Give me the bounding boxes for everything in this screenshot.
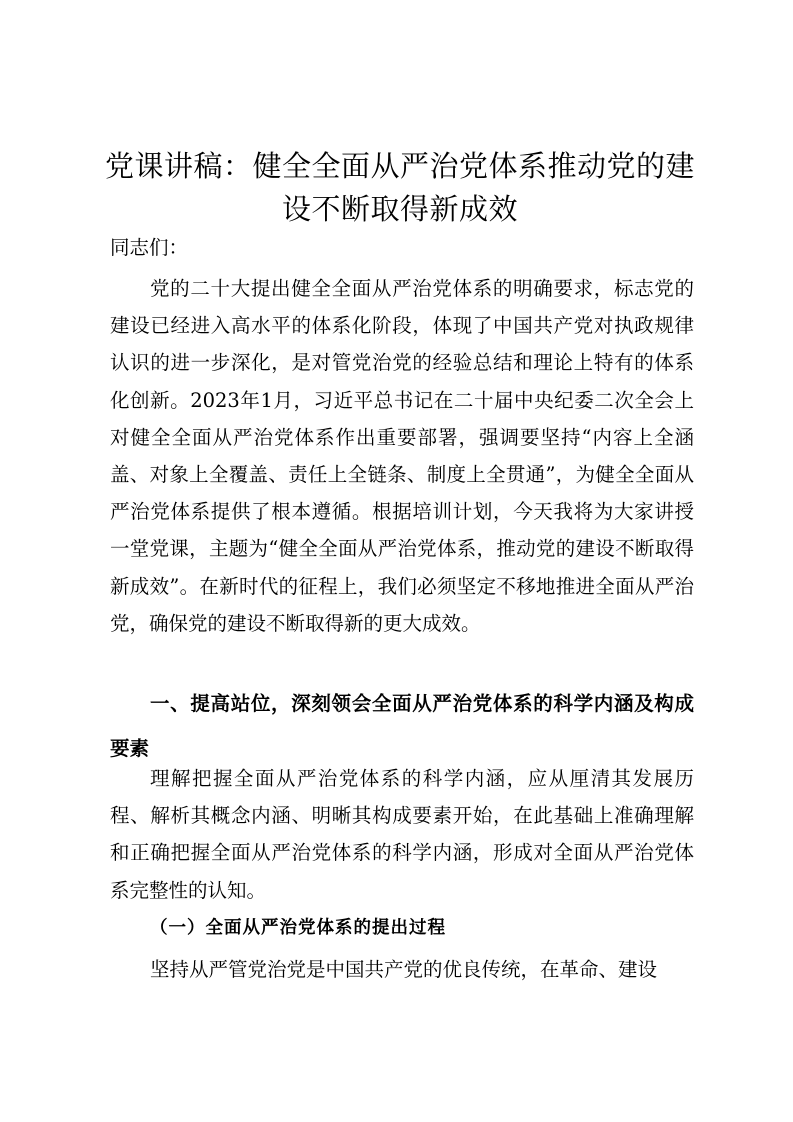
intro-paragraph: 党的二十大提出健全全面从严治党体系的明确要求，标志党的建设已经进入高水平的体系化阶段，体现了中国共产党对执政规律认识的进一步深化，是对管党治党的经验总结和理论上特有的体系化创新。2023年1月，习近平总书记在二十届中央纪委二次全会上对健全全面从严治党体系作出重要部署，强调要坚持“内容上全涵盖、对象上全覆盖、责任上全链条、制度上全贯通”，为健全全面从严治党体系提供了根本遵循。根据培训计划，今天我将为大家讲授一堂党课，主题为“健全全面从严治党体系，推动党的建设不断取得新成效”。在新时代的征程上，我们必须坚定不移地推进全面从严治党，确保党的建设不断取得新的更大成效。 (110, 277, 694, 635)
section-1-heading: 一、提高站位，深刻领会全面从严治党体系的科学内涵及构成要素 (110, 692, 694, 760)
subsection-1-heading: （一）全面从严治党体系的提出过程 (150, 918, 446, 938)
greeting: 同志们： (110, 236, 189, 259)
document-title: 党课讲稿：健全全面从严治党体系推动党的建设不断取得新成效 (104, 149, 695, 226)
section-1-paragraph: 理解把握全面从严治党体系的科学内涵，应从厘清其发展历程、解析其概念内涵、明晰其构成要素开始，在此基础上准确理解和正确把握全面从严治党体系的科学内涵，形成对全面从严治党体系完整性的认知。 (110, 767, 694, 902)
subsection-1-paragraph: 坚持从严管党治党是中国共产党的优良传统，在革命、建设 (150, 958, 658, 981)
